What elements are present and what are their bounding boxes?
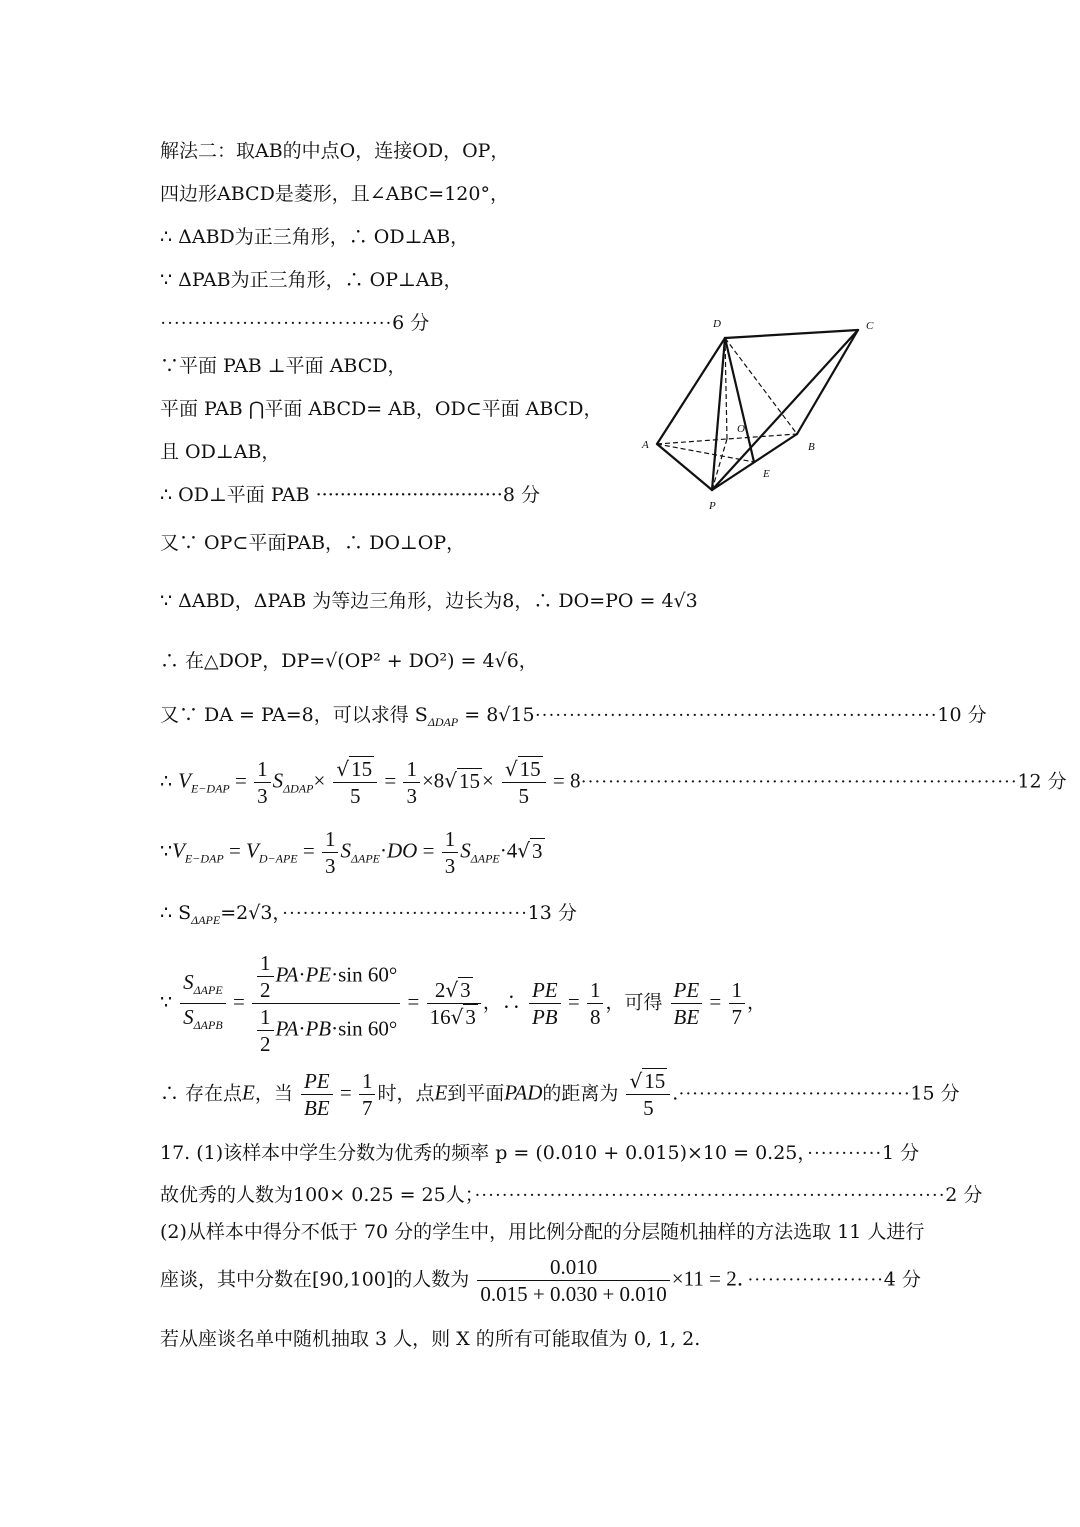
text-line-12: ∴ 在△DOP，DP=√(OP² + DO²) = 4√6，	[160, 650, 538, 672]
label-A: A	[642, 439, 649, 451]
text-line-13	[160, 700, 987, 730]
q17-line-2	[160, 1180, 982, 1207]
dot-leader: ··································	[160, 313, 393, 334]
label-P: P	[709, 500, 716, 512]
text-line-4: ∵ ΔPAB为正三角形，∴ OP⊥AB，	[160, 269, 463, 291]
text-line-9-body: ∴ OD⊥平面 PAB ·······························	[160, 484, 503, 506]
edge-AP	[657, 444, 712, 490]
q17-line-4-pre: 座谈，其中分数在[90,100]的人数为	[160, 1268, 470, 1291]
edge-PC	[712, 330, 858, 490]
edge-DE	[725, 338, 754, 462]
text-line-13-head: 又∵ DA = PA=8，可以求得 S	[160, 704, 428, 726]
q17-line-1-body: 17. (1)该样本中学生分数为优秀的频率 p = (0.010 + 0.015)×10 = 0.25，	[160, 1142, 807, 1164]
edge-DO-hidden	[725, 338, 727, 439]
text-line-16-tail: =2√3，	[220, 902, 282, 924]
text-line-16-head: ∴ S	[160, 902, 192, 924]
q17-line-4	[160, 1254, 921, 1307]
text-line-1: 解法二：取AB的中点O，连接OD，OP，	[160, 140, 510, 162]
fraction-denominator: 0.015 + 0.030 + 0.010	[480, 1282, 667, 1306]
score-2: 2 分	[945, 1184, 983, 1206]
formula-area-ratio: ∵ $\frac{S_{\Delta APE}}{S_{\Delta APB}}$ = $\frac{1}{2}$ PA·PE·sin 60° $\frac{1}{2}$ PA·PB·sin 60° = $\frac{2√3}{16√3}$ ，∴ $\frac{PE}{PB}$ = $\frac{1}{8}$ ，可得 $\frac{PE}{BE}$ = $\frac{1}{7}$ ，	[160, 951, 767, 1056]
edge-AE-hidden	[657, 444, 754, 462]
q17-line-2-body: 故优秀的人数为100× 0.25 = 25人；	[160, 1184, 475, 1206]
formula-equal-volume: $\because V_{E-DAP} = V_{D-APE}$ = $\frac{1}{3}$ $S_{\Delta APE}\cdot DO$ = $\frac{1}{3}$ $S_{\Delta APE}\cdot 4√3$	[160, 827, 543, 878]
label-B: B	[808, 441, 815, 453]
q17-line-5: 若从座谈名单中随机抽取 3 人，则 X 的所有可能取值为 0, 1, 2.	[160, 1328, 701, 1350]
formula-conclusion: ∴ 存在点E，当 $\frac{PE}{BE}$ = $\frac{1}{7}$ 时，点E到平面PAD的距离为 $\frac{√15}{5}$ .··································15 分	[160, 1069, 960, 1120]
score-4: 4 分	[883, 1268, 921, 1291]
q17-line-3: (2)从样本中得分不低于 70 分的学生中，用比例分配的分层随机抽样的方法选取 11 人进行	[160, 1221, 925, 1243]
label-O: O	[737, 423, 745, 435]
q17-line-4-post: ×11 = 2．	[671, 1266, 748, 1291]
text-line-3: ∴ ΔABD为正三角形，∴ OD⊥AB，	[160, 226, 470, 248]
dot-leader: ····································	[281, 903, 528, 924]
label-D: D	[713, 318, 721, 330]
text-line-10: 又∵ OP⊂平面PAB，∴ DO⊥OP，	[160, 532, 466, 554]
score-line-6	[160, 308, 429, 335]
dot-leader: ·····································································	[474, 1185, 946, 1206]
dot-leader: ···········	[806, 1143, 882, 1164]
score-6: 6 分	[392, 312, 430, 334]
score-13: 13 分	[527, 902, 577, 924]
text-line-16	[160, 898, 577, 928]
text-line-6: ∵平面 PAB ⊥平面 ABCD，	[160, 355, 407, 377]
score-1: 1 分	[882, 1142, 920, 1164]
formula-volume: ∴ $V_{E-DAP}$ = $\frac{1}{3}$ $S_{\Delta DAP}\times$ $\frac{√15}{5}$ = $\frac{1}{3}$ ×8√15× $\frac{√15}{5}$ = 8································································12 分	[160, 757, 1067, 808]
label-C: C	[866, 320, 874, 332]
text-line-13-tail: = 8√15	[458, 704, 535, 726]
text-line-11: ∵ ΔABD，ΔPAB 为等边三角形，边长为8，∴ DO=PO = 4√3	[160, 590, 698, 612]
subscript: ΔAPE	[191, 913, 221, 927]
score-15: 15 分	[910, 1082, 960, 1105]
subscript: ΔDAP	[427, 715, 459, 729]
score-10: 10 分	[937, 704, 987, 726]
edge-DA	[657, 338, 725, 444]
text-line-8: 且 OD⊥AB，	[160, 441, 281, 463]
dot-leader: ····················	[747, 1269, 884, 1291]
dot-leader: ···························································	[534, 705, 938, 726]
edge-CB	[797, 330, 858, 434]
text-line-9	[160, 480, 540, 507]
score-8: 8 分	[502, 484, 540, 506]
edge-DC	[725, 330, 858, 338]
text-line-2: 四边形ABCD是菱形，且∠ABC=120°，	[160, 183, 509, 205]
fraction-numerator: 0.010	[477, 1254, 669, 1281]
label-E: E	[763, 468, 770, 480]
text-line-7: 平面 PAB ⋂平面 ABCD= AB，OD⊂平面 ABCD，	[160, 398, 603, 420]
edge-DP	[712, 338, 725, 490]
pyramid-diagram	[630, 310, 900, 515]
q17-line-1	[160, 1138, 919, 1165]
score-12: 12 分	[1017, 770, 1067, 793]
